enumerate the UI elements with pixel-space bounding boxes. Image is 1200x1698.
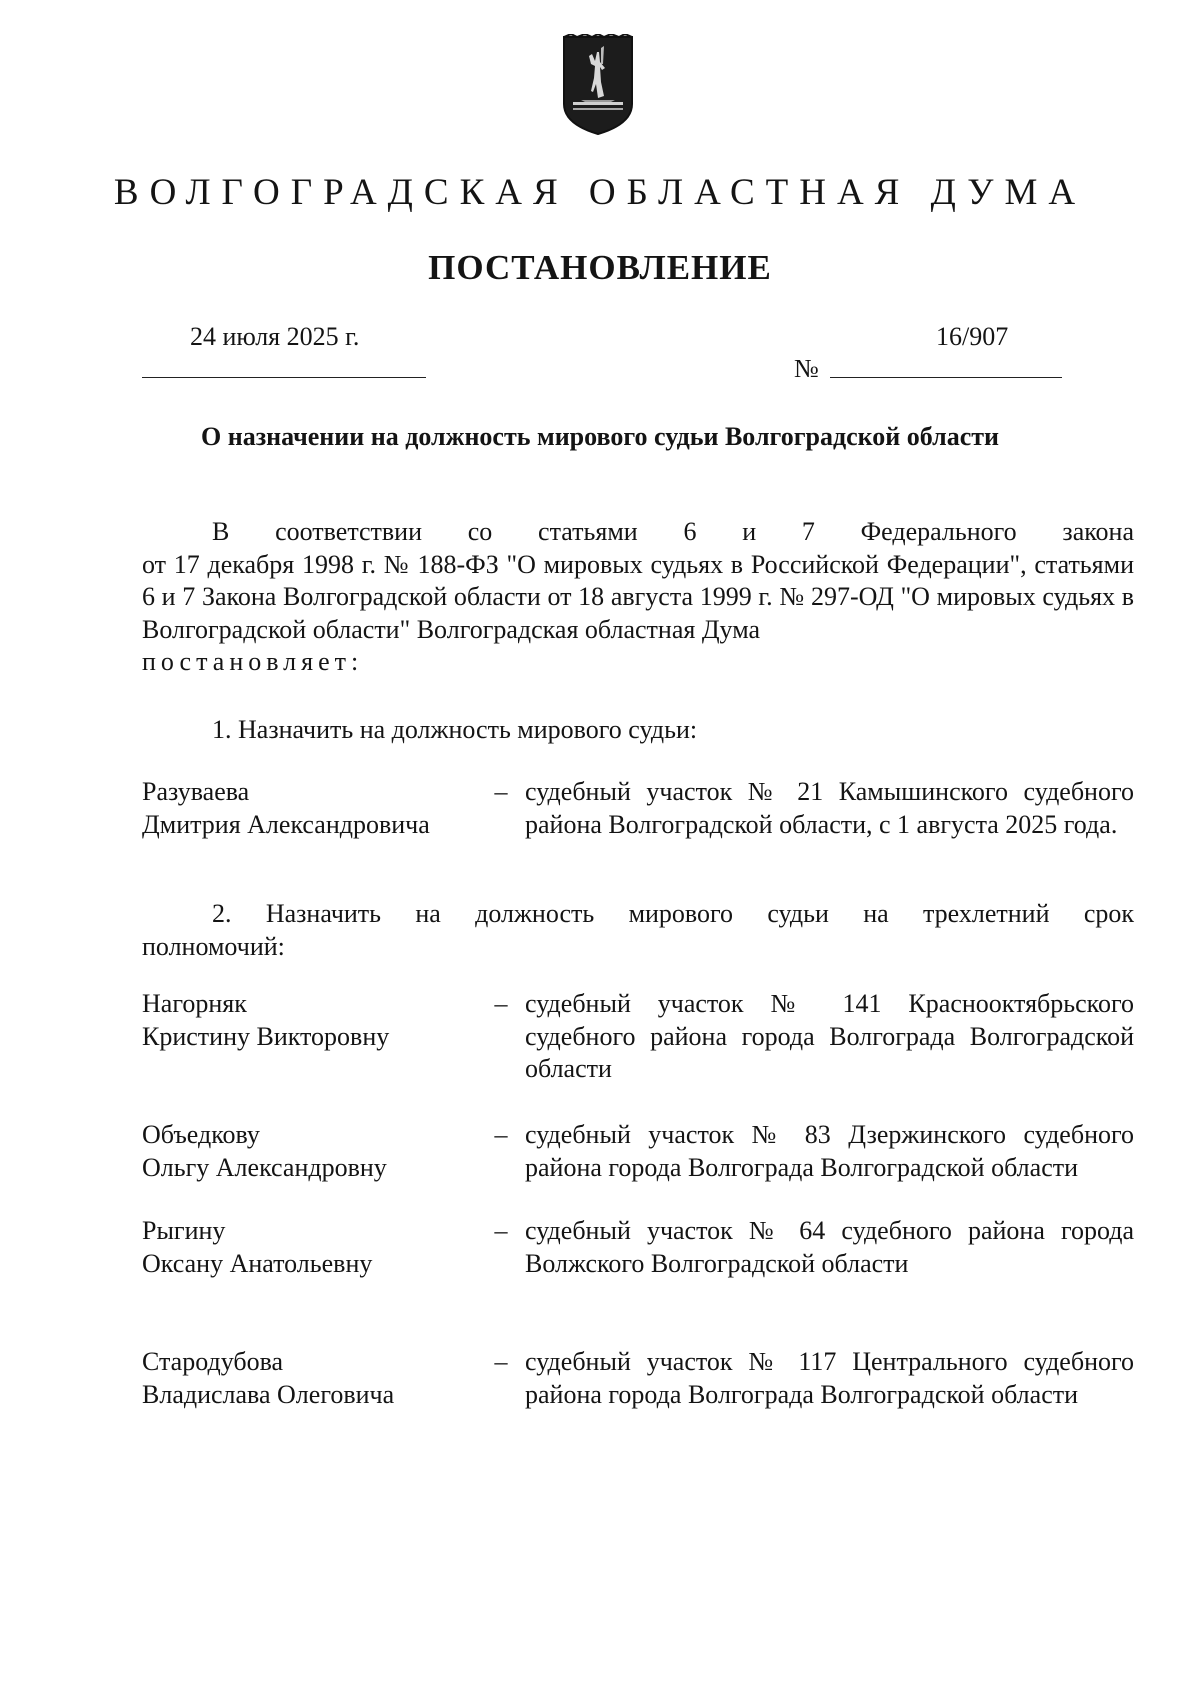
- judge-given-names: Ольгу Александровну: [142, 1152, 387, 1182]
- judge-surname: Объедкову: [142, 1120, 260, 1149]
- judge-surname: Стародубова: [142, 1347, 284, 1376]
- item-heading-continuation: полномочий:: [142, 931, 285, 961]
- judge-entry: [142, 988, 1134, 1088]
- judge-entry: [142, 1346, 1134, 1446]
- judge-surname: Рыгину: [142, 1216, 226, 1245]
- judge-name: [142, 1119, 482, 1184]
- dash-separator: –: [494, 777, 508, 806]
- item-2-heading: [142, 898, 1134, 963]
- judge-name: [142, 1346, 482, 1411]
- preamble-paragraph: [142, 516, 1134, 679]
- judge-surname: Нагорняк: [142, 989, 247, 1018]
- preamble-text: от 17 декабря 1998 г. № 188-ФЗ "О мировых судьях в Российской Федерации", статьями 6 и 7 Закона Волгоградской области от 18 августа 1999 г. № 297-ОД "О мировых судьях в Волгоградской области" Волгоградская областная Дума: [142, 549, 1134, 644]
- judge-district: судебный участок № 141 Краснооктябрьского судебного района города Волгограда Волгоградской области: [525, 989, 1134, 1083]
- judge-district: судебный участок № 64 судебного района города Волжского Волгоградской области: [525, 1216, 1134, 1278]
- judge-entry: [142, 1119, 1134, 1189]
- judge-name: [142, 776, 482, 841]
- resolves-word: постановляет:: [142, 647, 364, 676]
- item-heading-text: 2. Назначить на должность мирового судьи на трехлетний срок: [212, 899, 1134, 928]
- dash-separator: –: [494, 1120, 508, 1149]
- judge-district: судебный участок № 117 Центрального судебного района города Волгограда Волгоградской области: [525, 1347, 1134, 1409]
- judge-given-names: Дмитрия Александровича: [142, 809, 430, 839]
- judge-district: судебный участок № 21 Камышинского судебного района Волгоградской области, с 1 августа 2025 года.: [525, 777, 1134, 839]
- judge-given-names: Кристину Викторовну: [142, 1021, 390, 1051]
- dash-separator: –: [494, 1216, 508, 1245]
- judge-entry: [142, 776, 1134, 876]
- judge-name: [142, 1215, 482, 1280]
- date-underline: [142, 377, 426, 378]
- document-number: 16/907: [936, 322, 1009, 351]
- dash-separator: –: [494, 1347, 508, 1376]
- judge-entry: [142, 1215, 1134, 1285]
- document-date: 24 июля 2025 г.: [190, 322, 360, 351]
- judge-surname: Разуваева: [142, 777, 250, 806]
- judge-given-names: Владислава Олеговича: [142, 1379, 395, 1409]
- judge-given-names: Оксану Анатольевну: [142, 1248, 373, 1278]
- dash-separator: –: [494, 989, 508, 1018]
- document-subject: О назначении на должность мирового судьи Волгоградской области: [200, 422, 1000, 451]
- preamble-first-line: В соответствии со статьями 6 и 7 Федерального закона: [212, 517, 1134, 546]
- number-sign: №: [794, 354, 819, 383]
- organization-title: ВОЛГОГРАДСКАЯ ОБЛАСТНАЯ ДУМА: [113, 172, 1087, 213]
- document-type-heading: ПОСТАНОВЛЕНИЕ: [428, 248, 772, 287]
- item-heading-text: 1. Назначить на должность мирового судьи:: [212, 715, 698, 744]
- item-1-heading: [142, 714, 1134, 747]
- judge-name: [142, 988, 482, 1053]
- volgograd-coat-of-arms-icon: [561, 34, 635, 136]
- judge-district: судебный участок № 83 Дзержинского судебного района города Волгограда Волгоградской области: [525, 1120, 1134, 1182]
- number-underline: [830, 377, 1062, 378]
